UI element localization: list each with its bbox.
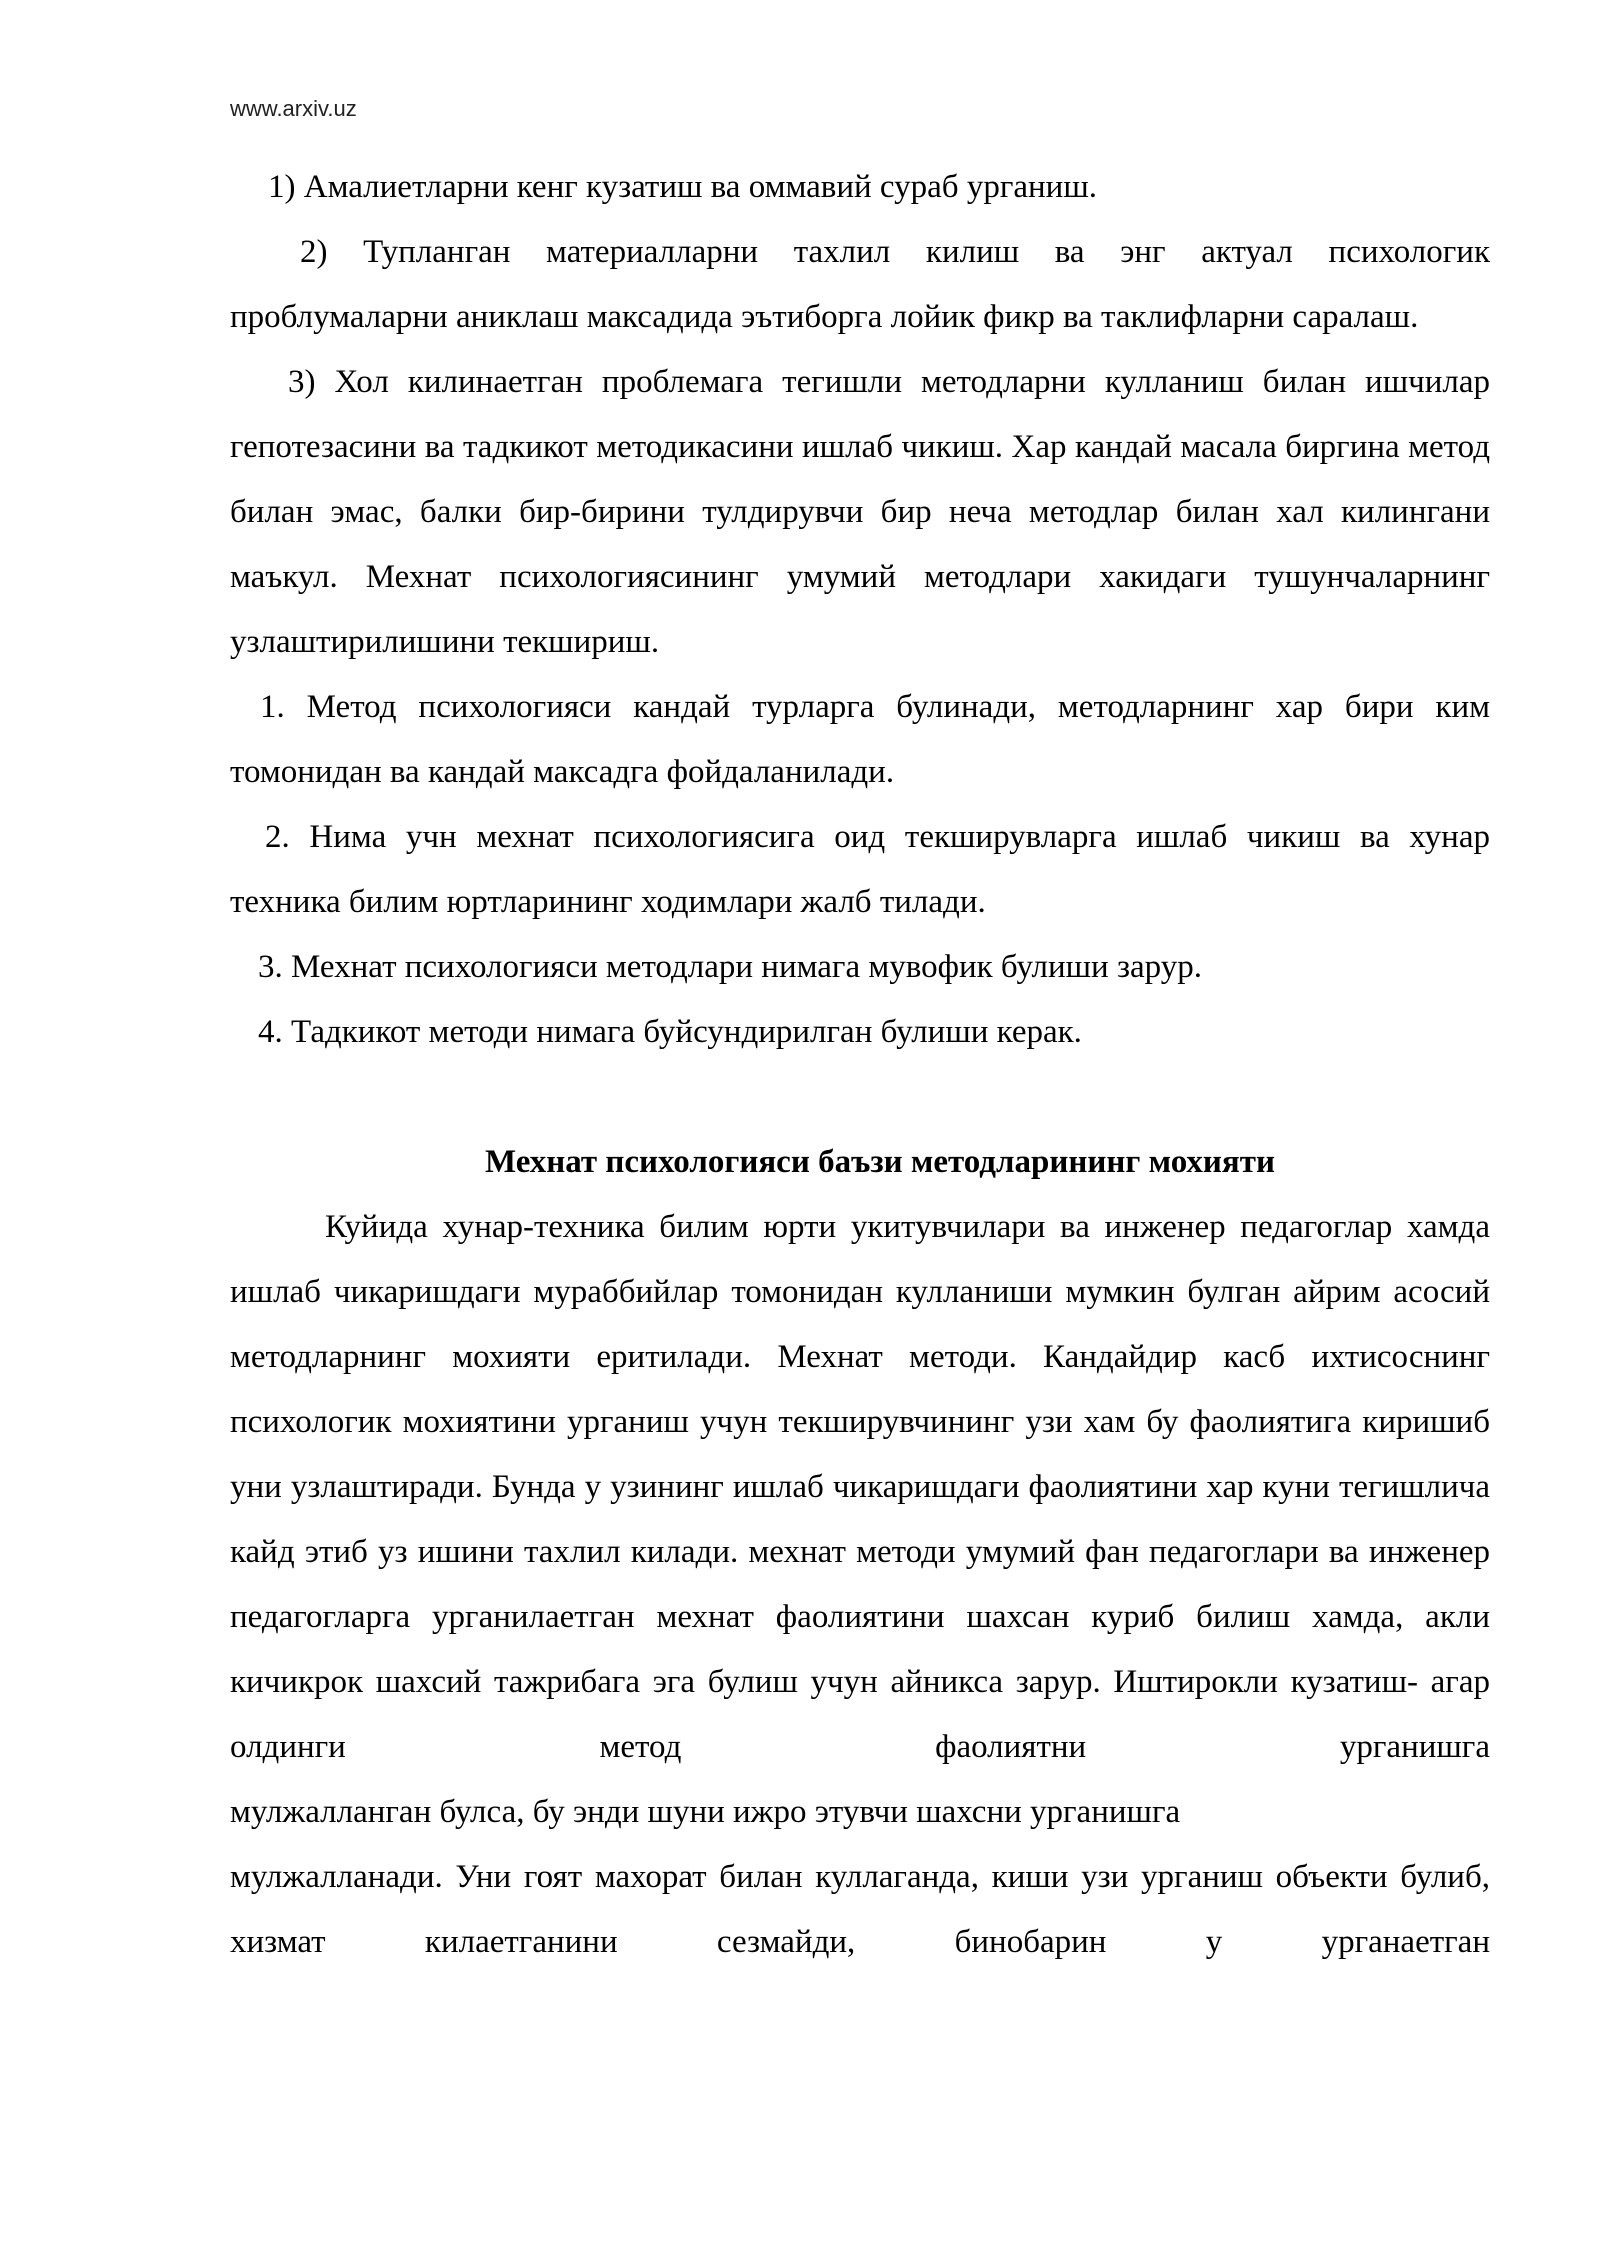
paragraph-final: мулжалланади. Уни гоят махорат билан куллаганда, киши узи урганиш объекти булиб, хизмат килаетганини сезмайди, бинобарин у урганаетган bbox=[230, 1859, 1490, 1960]
question-2: 2. Нима учн мехнат психологиясига оид текширувларга ишлаб чикиш ва хунар техника билим юртларининг ходимлари жалб тилади. bbox=[230, 819, 1490, 920]
question-4: 4. Тадкикот методи нимага буйсундирилган булиши керак. bbox=[258, 1014, 1082, 1050]
question-3: 3. Мехнат психологияси методлари нимага мувофик булиши зарур. bbox=[258, 949, 1202, 985]
document-body bbox=[230, 155, 1490, 1975]
blank-line bbox=[230, 1065, 1490, 1130]
paragraph-step-1: 1) Амалиетларни кенг кузатиш ва оммавий сураб урганиш. bbox=[268, 169, 1097, 205]
paragraph-continuation: мулжалланган булса, бу энди шуни ижро этувчи шахсни урганишга bbox=[230, 1794, 1181, 1830]
section-heading: Мехнат психологияси баъзи методларининг мохияти bbox=[485, 1144, 1275, 1180]
paragraph-methods: Куйида хунар-техника билим юрти укитувчилари ва инженер педагоглар хамда ишлаб чикаришдаги мураббийлар томонидан кулланиши мумкин булган айрим асосий методларнинг мохияти еритилади. Мехнат методи. Кандайдир касб ихтисоснинг психологик мохиятини урганиш учун текширувчининг узи хам бу фаолиятига киришиб уни узлаштиради. Бунда у узининг ишлаб чикаришдаги фаолиятини хар куни тегишлича кайд этиб уз ишини тахлил килади. мехнат методи умумий фан педагоглари ва инженер педагогларга урганилаетган мехнат фаолиятини шахсан куриб билиш хамда, акли кичикрок шахсий тажрибага эга булиш учун айникса зарур. Иштирокли кузатиш- агар олдинги метод фаолиятни урганишга bbox=[230, 1209, 1490, 1765]
question-1: 1. Метод психологияси кандай турларга булинади, методларнинг хар бири ким томонидан ва кандай максадга фойдаланилади. bbox=[230, 689, 1490, 790]
paragraph-step-3: 3) Хол килинаетган проблемага тегишли методларни кулланиш билан ишчилар гепотезасини ва тадкикот методикасини ишлаб чикиш. Хар кандай масала биргина метод билан эмас, балки бир-бирини тулдирувчи бир неча методлар билан хал килингани маъкул. Мехнат психологиясининг умумий методлари хакидаги тушунчаларнинг узлаштирилишини текшириш. bbox=[230, 364, 1490, 660]
paragraph-step-2: 2) Тупланган материалларни тахлил килиш ва энг актуал психологик проблумаларни аниклаш максадида эътиборга лойик фикр ва таклифларни саралаш. bbox=[230, 234, 1490, 335]
site-url-header: www.arxiv.uz bbox=[230, 96, 357, 121]
